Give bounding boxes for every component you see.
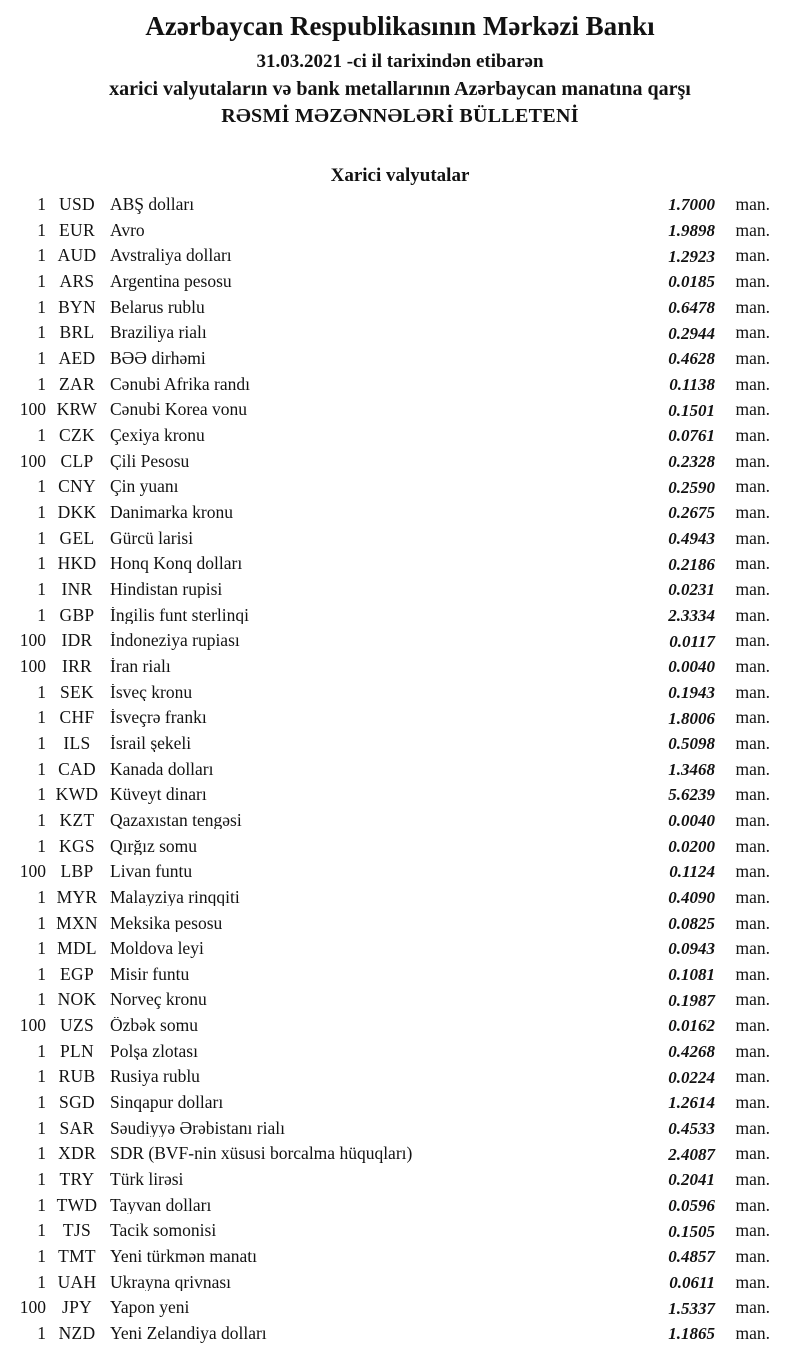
row-currency-name: Qazaxıstan tengəsi [110,811,242,830]
row-currency-name: Danimarka kronu [110,504,233,522]
table-row [0,397,800,423]
table-row [0,962,800,988]
row-rate-value: 0.4943 [668,528,715,548]
row-currency-name: Argentina pesosu [110,273,232,291]
row-rate-value: 0.2328 [668,451,715,471]
row-currency-name: SDR (BVF-nin xüsusi borcalma hüquqları) [110,1145,413,1163]
table-row [0,731,800,757]
row-unit-label: man. [735,502,770,522]
table-row [0,1116,800,1142]
row-currency-code: RUB [58,1066,96,1087]
row-unit-label: man. [735,348,770,369]
row-currency-code: SGD [59,1092,95,1113]
row-quantity: 100 [19,861,46,882]
row-currency-name: Tacik somonisi [110,1222,217,1240]
row-quantity: 1 [37,502,46,522]
row-unit-label: man. [735,245,770,266]
row-quantity: 1 [37,1143,46,1164]
row-currency-code: EUR [59,219,95,240]
row-currency-name: Küveyt dinarı [110,786,207,804]
row-rate-value: 1.7000 [668,195,715,215]
table-row [0,243,800,269]
row-currency-name: İsveçrə frankı [110,709,207,727]
row-unit-label: man. [735,758,770,779]
row-currency-code: PLN [60,1040,94,1061]
row-rate-value: 1.9898 [668,221,715,241]
row-quantity: 1 [37,1066,46,1087]
row-unit-label: man. [735,1194,770,1215]
row-rate-value: 0.0224 [668,1067,715,1087]
table-row [0,346,800,372]
table-row [0,1141,800,1167]
row-currency-code: ILS [63,732,91,753]
table-row [0,500,800,526]
row-rate-value: 0.4090 [668,888,715,908]
table-row [0,526,800,552]
table-row [0,705,800,731]
row-currency-code: ZAR [59,373,95,394]
row-quantity: 1 [37,348,46,369]
row-quantity: 1 [37,1323,46,1343]
row-rate-value: 0.1505 [668,1221,715,1241]
row-unit-label: man. [735,578,770,599]
table-row [0,218,800,244]
row-rate-value: 1.5337 [668,1298,715,1318]
row-unit-label: man. [735,989,770,1010]
row-currency-name: Polşa zlotası [110,1042,198,1061]
table-row [0,474,800,500]
table-row [0,910,800,936]
row-currency-name: Gürcü larisi [110,529,194,548]
table-row [0,1039,800,1065]
row-unit-label: man. [735,707,770,728]
row-unit-label: man. [735,1040,770,1061]
row-currency-name: Braziliya rialı [110,324,207,342]
row-unit-label: man. [735,732,770,753]
table-row [0,449,800,475]
row-currency-code: IDR [61,630,93,651]
row-currency-name: Çin yuanı [110,478,179,496]
row-currency-code: CZK [59,425,95,446]
row-currency-code: TWD [56,1194,98,1215]
row-currency-code: NOK [57,989,97,1010]
row-currency-name: Honq Konq dolları [110,555,243,573]
row-quantity: 1 [37,578,46,599]
row-currency-name: Tayvan dolları [110,1196,212,1215]
row-quantity: 1 [37,963,46,984]
row-currency-name: Cənubi Korea vonu [110,401,248,419]
row-rate-value: 0.1987 [668,990,715,1010]
row-quantity: 1 [37,835,46,856]
row-currency-name: BƏƏ dirhəmi [110,350,206,368]
row-rate-value: 0.4268 [668,1042,715,1062]
bulletin-subtitle: xarici valyutaların və bank metallarının Azərbaycan manatına qarşı [109,78,691,101]
row-unit-label: man. [735,476,770,497]
row-rate-value: 0.0943 [668,939,715,959]
row-currency-code: SAR [59,1117,95,1138]
row-rate-value: 0.0117 [669,631,715,651]
row-currency-code: EGP [60,963,94,984]
row-quantity: 1 [37,245,46,266]
row-currency-name: Rusiya rublu [110,1068,200,1086]
row-unit-label: man. [735,425,770,446]
row-currency-name: Norveç kronu [110,991,207,1009]
table-row [0,1064,800,1090]
row-currency-name: Ukrayna qrivnası [110,1273,232,1292]
row-rate-value: 1.8006 [668,708,715,728]
row-unit-label: man. [735,553,770,574]
row-rate-value: 0.2041 [668,1170,715,1190]
table-row [0,577,800,603]
table-row [0,1244,800,1270]
row-currency-name: Yeni türkmən manatı [110,1248,257,1266]
row-currency-code: BRL [59,322,95,343]
row-unit-label: man. [735,219,770,240]
row-unit-label: man. [735,681,770,702]
exchange-rates-table [0,192,800,1347]
row-unit-label: man. [735,271,770,292]
table-row [0,628,800,654]
row-unit-label: man. [735,835,770,856]
row-quantity: 1 [37,1194,46,1215]
row-quantity: 1 [37,809,46,830]
row-quantity: 100 [19,1297,46,1318]
row-unit-label: man. [735,886,770,907]
row-unit-label: man. [735,1323,770,1343]
row-unit-label: man. [735,322,770,343]
row-currency-name: Malayziya rinqqiti [110,888,240,907]
row-currency-name: Misir funtu [110,965,190,984]
row-currency-code: BYN [58,296,96,317]
row-rate-value: 0.1501 [668,400,715,420]
row-currency-code: CHF [59,707,95,728]
row-unit-label: man. [735,963,770,984]
row-currency-code: SEK [60,681,94,702]
row-rate-value: 0.0761 [668,426,715,446]
row-currency-name: İndoneziya rupiası [110,632,240,650]
row-rate-value: 0.1124 [669,862,715,882]
row-unit-label: man. [735,861,770,882]
row-rate-value: 0.2590 [668,477,715,497]
row-unit-label: man. [735,399,770,420]
row-rate-value: 0.2675 [668,503,715,523]
row-rate-value: 0.0040 [668,811,715,831]
row-unit-label: man. [735,784,770,805]
table-row [0,859,800,885]
row-quantity: 1 [37,476,46,497]
row-quantity: 1 [37,912,46,933]
row-currency-name: İran rialı [110,657,171,676]
row-currency-code: CAD [58,758,96,779]
row-unit-label: man. [735,373,770,394]
table-row [0,551,800,577]
row-unit-label: man. [735,1297,770,1318]
bulletin-name: RƏSMİ MƏZƏNNƏLƏRİ BÜLLETENİ [221,105,579,128]
row-currency-code: UZS [60,1015,94,1036]
row-currency-code: USD [59,194,95,215]
row-rate-value: 1.2614 [668,1093,715,1113]
row-currency-name: Livan funtu [110,863,193,881]
row-unit-label: man. [735,604,770,625]
row-quantity: 1 [37,1092,46,1113]
row-unit-label: man. [735,1015,770,1036]
row-currency-code: HKD [57,553,97,574]
table-row [0,372,800,398]
row-quantity: 1 [37,681,46,702]
row-quantity: 1 [37,1040,46,1061]
row-currency-name: İsveç kronu [110,683,193,702]
row-currency-name: Qırğız somu [110,837,198,856]
row-rate-value: 0.5098 [668,734,715,754]
row-rate-value: 0.2944 [668,323,715,343]
row-rate-value: 1.2923 [668,246,715,266]
row-quantity: 1 [37,1169,46,1190]
row-quantity: 1 [37,1271,46,1292]
row-currency-name: Moldova leyi [110,940,204,958]
row-currency-code: KGS [59,835,95,856]
table-row [0,603,800,629]
row-currency-name: Avro [110,221,145,240]
row-currency-code: JPY [61,1297,93,1318]
row-quantity: 1 [37,425,46,446]
effective-date-line: 31.03.2021 -ci il tarixindən etibarən [256,51,544,73]
row-currency-name: Yeni Zelandiya dolları [110,1325,267,1343]
row-currency-code: AED [58,348,96,369]
row-rate-value: 1.3468 [668,759,715,779]
row-rate-value: 0.4628 [668,349,715,369]
row-rate-value: 2.4087 [668,1144,715,1164]
row-currency-code: TJS [62,1220,92,1241]
table-row [0,936,800,962]
row-currency-name: ABŞ dolları [110,196,195,214]
row-currency-code: AUD [57,245,97,266]
row-currency-code: XDR [58,1143,96,1164]
row-rate-value: 0.4533 [668,1119,715,1138]
table-row [0,756,800,782]
row-currency-name: İsrail şekeli [110,734,192,753]
row-currency-code: MXN [56,912,98,933]
table-row [0,833,800,859]
table-row [0,1193,800,1219]
row-unit-label: man. [735,1169,770,1190]
row-currency-name: Cənubi Afrika randı [110,375,250,394]
row-currency-code: TMT [58,1246,96,1267]
table-row [0,192,800,218]
row-quantity: 100 [19,1015,46,1036]
row-rate-value: 0.0185 [668,272,715,292]
row-quantity: 1 [37,707,46,728]
row-rate-value: 0.2186 [668,554,715,574]
row-quantity: 1 [37,219,46,240]
row-quantity: 1 [37,938,46,959]
row-quantity: 1 [37,886,46,907]
row-rate-value: 0.1138 [669,374,715,394]
row-currency-name: Belarus rublu [110,298,205,317]
row-currency-code: NZD [58,1323,96,1343]
row-currency-code: KRW [56,399,98,420]
row-quantity: 1 [37,1246,46,1267]
row-currency-code: TRY [59,1169,95,1190]
row-quantity: 1 [37,322,46,343]
row-currency-name: Kanada dolları [110,760,214,779]
row-quantity: 1 [37,194,46,215]
row-rate-value: 1.1865 [668,1324,715,1344]
row-quantity: 100 [19,399,46,420]
row-quantity: 1 [37,784,46,805]
row-unit-label: man. [735,1271,770,1292]
row-quantity: 1 [37,732,46,753]
row-currency-name: Səudiyyə Ərəbistanı rialı [110,1119,285,1138]
table-row [0,1218,800,1244]
row-unit-label: man. [735,1220,770,1241]
row-currency-code: CNY [58,476,96,497]
row-currency-code: INR [61,578,93,599]
row-unit-label: man. [735,450,770,471]
row-quantity: 1 [37,527,46,548]
row-unit-label: man. [735,1246,770,1267]
row-currency-name: Çexiya kronu [110,427,205,445]
row-unit-label: man. [735,1092,770,1113]
row-rate-value: 0.0596 [668,1195,715,1215]
row-currency-name: Avstraliya dolları [110,247,232,265]
table-row [0,269,800,295]
bank-title: Azərbaycan Respublikasının Mərkəzi Bankı [145,11,655,41]
row-unit-label: man. [735,912,770,933]
row-unit-label: man. [735,296,770,317]
table-row [0,987,800,1013]
row-currency-code: MYR [56,886,98,907]
row-rate-value: 0.1081 [668,965,715,985]
table-row [0,1013,800,1039]
row-rate-value: 0.0200 [668,836,715,856]
row-quantity: 1 [37,1220,46,1241]
row-currency-name: Türk lirəsi [110,1171,184,1189]
row-unit-label: man. [735,630,770,651]
row-quantity: 1 [37,604,46,625]
row-rate-value: 0.0162 [668,1016,715,1036]
row-unit-label: man. [735,1143,770,1164]
row-quantity: 100 [19,655,46,676]
row-currency-name: İngilis funt sterlinqi [110,606,250,625]
row-currency-name: Meksika pesosu [110,914,223,932]
row-currency-code: ARS [59,271,95,292]
table-row [0,1321,800,1347]
row-unit-label: man. [735,527,770,548]
row-currency-name: Çili Pesosu [110,452,190,471]
row-currency-code: UAH [57,1271,97,1292]
page-header [0,0,800,128]
row-quantity: 1 [37,758,46,779]
table-row [0,654,800,680]
row-currency-code: MDL [57,938,97,959]
row-quantity: 1 [37,989,46,1010]
row-currency-name: Yapon yeni [110,1299,190,1317]
row-rate-value: 2.3334 [668,605,715,625]
row-rate-value: 0.0825 [668,913,715,933]
row-currency-code: GBP [59,604,95,625]
row-rate-value: 0.4857 [668,1247,715,1267]
row-quantity: 1 [37,296,46,317]
table-row [0,1295,800,1321]
row-currency-code: KZT [59,809,95,830]
table-row [0,1167,800,1193]
row-quantity: 100 [19,630,46,651]
row-rate-value: 0.0231 [668,580,715,600]
table-row [0,680,800,706]
row-unit-label: man. [735,938,770,959]
row-quantity: 1 [37,271,46,292]
table-row [0,808,800,834]
row-rate-value: 0.6478 [668,298,715,317]
table-row [0,1270,800,1296]
table-row [0,295,800,321]
row-currency-code: GEL [59,527,95,548]
row-quantity: 1 [37,1117,46,1138]
table-row [0,782,800,808]
row-unit-label: man. [735,1066,770,1087]
row-currency-code: LBP [60,861,94,882]
row-currency-name: Hindistan rupisi [110,580,223,599]
row-unit-label: man. [735,1117,770,1138]
table-row [0,885,800,911]
table-row [0,320,800,346]
row-currency-code: KWD [55,784,99,805]
row-currency-code: IRR [61,655,93,676]
row-rate-value: 0.0040 [668,657,715,677]
row-currency-name: Özbək somu [110,1017,198,1035]
row-quantity: 1 [37,373,46,394]
row-unit-label: man. [735,809,770,830]
table-row [0,1090,800,1116]
row-currency-code: DKK [57,502,97,522]
table-row [0,423,800,449]
row-rate-value: 0.1943 [668,682,715,702]
row-unit-label: man. [735,655,770,676]
row-unit-label: man. [735,194,770,215]
row-currency-name: Sinqapur dolları [110,1094,224,1112]
row-rate-value: 0.0611 [669,1272,715,1292]
row-quantity: 1 [37,553,46,574]
row-currency-code: CLP [60,450,94,471]
row-quantity: 100 [19,450,46,471]
section-title-foreign-currencies: Xarici valyutalar [330,165,470,187]
row-rate-value: 5.6239 [668,785,715,805]
